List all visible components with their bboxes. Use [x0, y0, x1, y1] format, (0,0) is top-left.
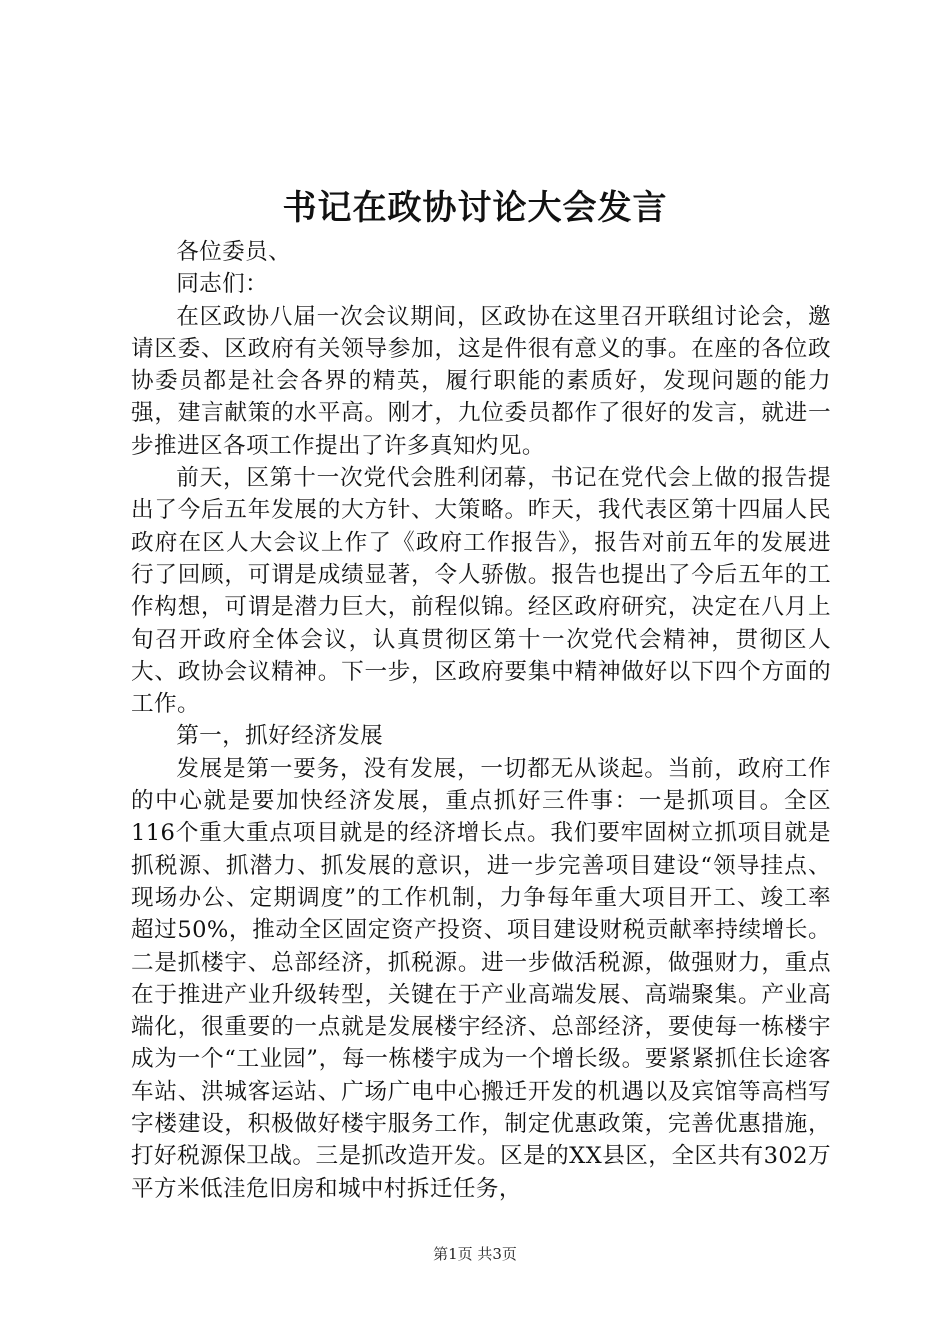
body-paragraph: 前天，区第十一次党代会胜利闭幕，书记在党代会上做的报告提出了今后五年发展的大方针、大策略。昨天，我代表区第十四届人民政府在区人大会议上作了《政府工作报告》，报告对前五年的发展进行了回顾，可谓是成绩显著，令人骄傲。报告也提出了今后五年的工作构想，可谓是潜力巨大，前程似锦。经区政府研究，决定在八月上旬召开政府全体会议，认真贯彻区第十一次党代会精神，贯彻区人大、政协会议精神。下一步，区政府要集中精神做好以下四个方面的工作。 [131, 465, 831, 718]
document-title: 书记在政协讨论大会发言 [282, 188, 668, 228]
document-body [131, 236, 831, 1205]
salutation-line-1: 各位委员、 [176, 239, 292, 265]
section-heading: 第一，抓好经济发展 [176, 723, 384, 750]
salutation-line-2: 同志们： [176, 271, 269, 298]
page-footer: 第1页 共3页 [433, 1245, 517, 1263]
body-paragraph: 发展是第一要务，没有发展，一切都无从谈起。当前，政府工作的中心就是要加快经济发展，重点抓好三件事：一是抓项目。全区116个重大重点项目就是的经济增长点。我们要牢固树立抓项目就是抓税源、抓潜力、抓发展的意识，进一步完善项目建设“领导挂点、现场办公、定期调度”的工作机制，力争每年重大项目开工、竣工率超过50%，推动全区固定资产投资、项目建设财税贡献率持续增长。二是抓楼宇、总部经济，抓税源。进一步做活税源，做强财力，重点在于推进产业升级转型，关键在于产业高端发展、高端聚集。产业高端化，很重要的一点就是发展楼宇经济、总部经济，要使每一栋楼宇成为一个“工业园”，每一栋楼宇成为一个增长级。要紧紧抓住长途客车站、洪城客运站、广场广电中心搬迁开发的机遇以及宾馆等高档写字楼建设，积极做好楼宇服务工作，制定优惠政策，完善优惠措施，打好税源保卫战。三是抓改造开发。区是的XX县区，全区共有302万平方米低洼危旧房和城中村拆迁任务， [131, 755, 831, 1202]
body-paragraph: 在区政协八届一次会议期间，区政协在这里召开联组讨论会，邀请区委、区政府有关领导参加，这是件很有意义的事。在座的各位政协委员都是社会各界的精英，履行职能的素质好，发现问题的能力强，建言献策的水平高。刚才，九位委员都作了很好的发言，就进一步推进区各项工作提出了许多真知灼见。 [131, 303, 831, 459]
